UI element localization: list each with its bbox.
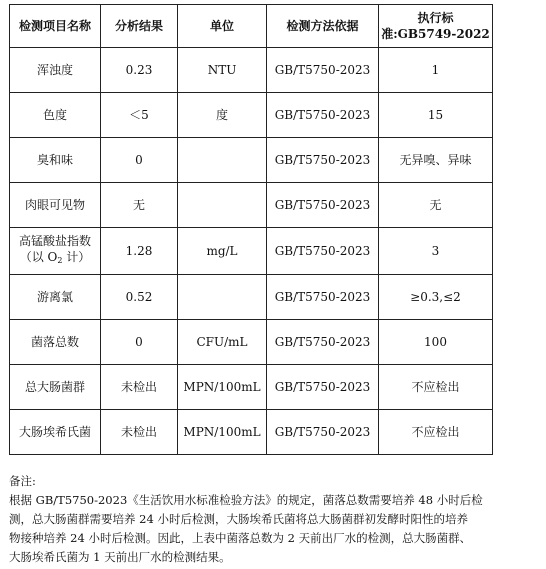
cell-standard: 1 xyxy=(379,48,493,93)
table-row xyxy=(10,138,493,183)
table-row xyxy=(10,228,493,275)
cell-unit: MPN/100mL xyxy=(178,365,267,410)
cell-method: GB/T5750-2023 xyxy=(267,275,379,320)
cell-item: 游离氯 xyxy=(10,275,101,320)
cell-method: GB/T5750-2023 xyxy=(267,228,379,275)
cell-item: 色度 xyxy=(10,93,101,138)
cell-standard: 3 xyxy=(379,228,493,275)
header-item-name: 检测项目名称 xyxy=(10,5,101,48)
cell-method: GB/T5750-2023 xyxy=(267,48,379,93)
cell-method: GB/T5750-2023 xyxy=(267,365,379,410)
cell-standard: ≥0.3,≤2 xyxy=(379,275,493,320)
subscript-2: 2 xyxy=(57,256,63,265)
cell-result: 0.52 xyxy=(101,275,178,320)
cell-standard: 无异嗅、异味 xyxy=(379,138,493,183)
notes-line: 大肠埃希氏菌为 1 天前出厂水的检测结果。 xyxy=(9,550,231,564)
cell-method: GB/T5750-2023 xyxy=(267,138,379,183)
cell-result: 未检出 xyxy=(101,365,178,410)
table-row xyxy=(10,365,493,410)
cell-method: GB/T5750-2023 xyxy=(267,183,379,228)
table-header-row xyxy=(10,5,493,48)
cell-unit: MPN/100mL xyxy=(178,410,267,455)
cell-result: 1.28 xyxy=(101,228,178,275)
cell-result: 0 xyxy=(101,138,178,183)
header-method: 检测方法依据 xyxy=(267,5,379,48)
cell-item-line2-suffix: 计） xyxy=(62,250,91,264)
cell-item: 菌落总数 xyxy=(10,320,101,365)
cell-standard: 不应检出 xyxy=(379,365,493,410)
notes-line: 根据 GB/T5750-2023《生活饮用水标准检验方法》的规定，菌落总数需要培养 48 小时后检 xyxy=(9,493,483,507)
header-standard-line2: 准:GB5749-2022 xyxy=(381,27,490,41)
header-standard xyxy=(379,5,493,48)
cell-unit: NTU xyxy=(178,48,267,93)
water-quality-report-table xyxy=(9,4,493,455)
cell-method: GB/T5750-2023 xyxy=(267,410,379,455)
cell-result: 0 xyxy=(101,320,178,365)
cell-item: 臭和味 xyxy=(10,138,101,183)
table-row xyxy=(10,93,493,138)
header-standard-line1: 执行标 xyxy=(417,11,454,25)
cell-unit: 度 xyxy=(178,93,267,138)
table-row xyxy=(10,320,493,365)
cell-result: 0.23 xyxy=(101,48,178,93)
cell-result: ＜5 xyxy=(101,93,178,138)
notes-line: 测，总大肠菌群需要培养 24 小时后检测，大肠埃希氏菌将总大肠菌群初发酵时阳性的培养 xyxy=(9,512,468,526)
cell-unit xyxy=(178,183,267,228)
cell-item-line2 xyxy=(20,250,91,264)
header-result: 分析结果 xyxy=(101,5,178,48)
cell-item-line2-prefix: （以 O xyxy=(19,250,58,264)
cell-unit: mg/L xyxy=(178,228,267,275)
cell-standard: 不应检出 xyxy=(379,410,493,455)
header-unit: 单位 xyxy=(178,5,267,48)
notes-title: 备注: xyxy=(9,474,36,488)
notes-section xyxy=(9,472,533,567)
cell-item: 大肠埃希氏菌 xyxy=(10,410,101,455)
cell-result: 无 xyxy=(101,183,178,228)
cell-item: 总大肠菌群 xyxy=(10,365,101,410)
cell-item: 浑浊度 xyxy=(10,48,101,93)
notes-line: 物接种培养 24 小时后检测。因此，上表中菌落总数为 2 天前出厂水的检测，总大肠菌群、 xyxy=(9,531,472,545)
cell-method: GB/T5750-2023 xyxy=(267,93,379,138)
cell-standard: 15 xyxy=(379,93,493,138)
cell-method: GB/T5750-2023 xyxy=(267,320,379,365)
table-row xyxy=(10,275,493,320)
table-row xyxy=(10,48,493,93)
cell-result: 未检出 xyxy=(101,410,178,455)
cell-unit xyxy=(178,138,267,183)
cell-unit xyxy=(178,275,267,320)
cell-item xyxy=(10,228,101,275)
cell-item-line1: 高锰酸盐指数 xyxy=(18,234,91,248)
cell-standard: 100 xyxy=(379,320,493,365)
table-row xyxy=(10,410,493,455)
table-row xyxy=(10,183,493,228)
cell-item: 肉眼可见物 xyxy=(10,183,101,228)
cell-standard: 无 xyxy=(379,183,493,228)
cell-unit: CFU/mL xyxy=(178,320,267,365)
